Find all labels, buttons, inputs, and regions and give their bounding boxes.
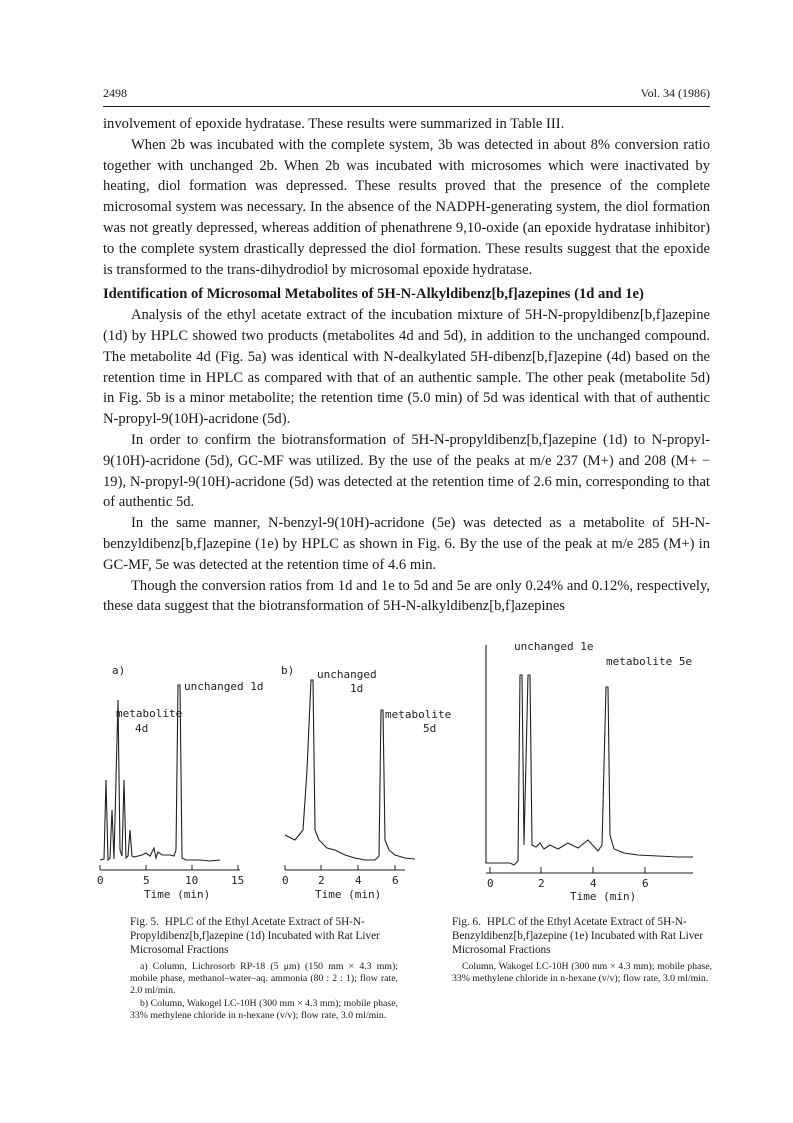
fig5a-label: a)	[112, 664, 126, 677]
paragraph-5: In the same manner, N-benzyl-9(10H)-acridone (5e) was detected as a metabolite of 5H-N-benzyldibenz[b,f]azepine (1e) by HPLC as shown in Fig. 6. By the use of the peak at m/e 285 (M+) in GC-MF, 5e was detected at the retention time of 4.6 min.	[103, 515, 710, 573]
fig5a-tick-0: 0	[97, 874, 104, 887]
fig5a-tick-10: 10	[185, 874, 199, 887]
paragraph-4: In order to confirm the biotransformation of 5H-N-propyldibenz[b,f]azepine (1d) to N-propyl-9(10H)-acridone (5d), GC-MF was utilized. By the use of the peaks at m/e 237 (M+) and 208 (M+ − 19), N-propyl-9(10H)-acridone (5d) was detected at the retention time of 2.6 min, corresponding to that of authentic 5d.	[103, 431, 710, 511]
fig6-annot-metabolite: metabolite 5e	[606, 655, 693, 668]
fig6-tick-6: 6	[642, 877, 649, 890]
article-body	[103, 114, 710, 617]
fig5b-annot-5d: 5d	[423, 722, 437, 735]
fig6-caption-title: HPLC of the Ethyl Acetate Extract of 5H-N-Benzyldibenz[b,f]azepine (1e) Incubated with Rat Liver Microsomal Fractions	[452, 916, 703, 956]
fig5b-tick-2: 2	[318, 874, 325, 887]
fig5a-annot-4d: 4d	[135, 722, 149, 735]
fig5b-chromatogram	[275, 660, 475, 900]
fig6-tick-0: 0	[487, 877, 494, 890]
fig6-tick-4: 4	[590, 877, 597, 890]
fig5-caption	[130, 915, 398, 1022]
fig6-tick-2: 2	[538, 877, 545, 890]
fig5a-annot-unchanged: unchanged 1d	[184, 680, 264, 693]
paragraph-2: When 2b was incubated with the complete system, 3b was detected in about 8% conversion ratio together with unchanged 2b. When 2b was incubated with microsomes which were inactivated by heating, diol formation was depressed. These results proved that the presence of the complete microsomal system was necessary. In the absence of the NADPH-generating system, the diol formation was not greatly depressed, whereas addition of phenathrene 9,10-oxide (an epoxide hydratase inhibitor) to the complete system drastically depressed the diol formation. These results suggest that the epoxide is transformed to the trans-dihydrodiol by microsomal epoxide hydratase.	[103, 136, 710, 278]
fig6-axis-label: Time (min)	[570, 890, 637, 903]
fig5b-tick-0: 0	[282, 874, 289, 887]
header-rule	[103, 106, 710, 107]
fig6-note: Column, Wakogel LC-10H (300 mm × 4.3 mm); mobile phase, 33% methylene chloride in n-hexane (v/v); flow rate, 3.0 ml/min.	[452, 961, 712, 985]
fig5b-tick-4: 4	[355, 874, 362, 887]
fig6-chromatogram	[478, 635, 718, 903]
paragraph-3: Analysis of the ethyl acetate extract of the incubation mixture of 5H-N-propyldibenz[b,f]azepine (1d) by HPLC showed two products (metabolites 4d and 5d), in addition to the unchanged compound. The metabolite 4d (Fig. 5a) was identical with N-dealkylated 5H-dibenz[b,f]azepine (4d) based on the retention time in HPLC as compared with that of an authentic sample. The other peak (metabolite 5d) in Fig. 5b is a minor metabolite; the retention time (5.0 min) of 5d was identical with that of authentic N-propyl-9(10H)-acridone (5d).	[103, 307, 710, 428]
fig5b-axis-label: Time (min)	[315, 888, 382, 901]
fig6-caption	[452, 915, 712, 985]
section-heading: Identification of Microsomal Metabolites of 5H-N-Alkyldibenz[b,f]azepines (1d and 1e)	[103, 286, 644, 303]
fig6-annot-unchanged: unchanged 1e	[514, 640, 594, 653]
fig5a-tick-15: 15	[231, 874, 245, 887]
paragraph-6: Though the conversion ratios from 1d and 1e to 5d and 5e are only 0.24% and 0.12%, respectively, these data suggest that the biotransformation of 5H-N-alkyldibenz[b,f]azepines	[103, 577, 710, 615]
fig5b-annot-1d: 1d	[350, 682, 364, 695]
fig5-caption-title: HPLC of the Ethyl Acetate Extract of 5H-N-Propyldibenz[b,f]azepine (1d) Incubated with Rat Liver Microsomal Fractions	[130, 916, 380, 956]
fig6-caption-number: Fig. 6.	[452, 916, 481, 928]
fig5-note-b: b) Column, Wakogel LC-10H (300 mm × 4.3 mm); mobile phase, 33% methylene chloride in n-hexane (v/v); flow rate, 3.0 ml/min.	[130, 997, 398, 1021]
fig5b-tick-6: 6	[392, 874, 399, 887]
journal-volume: Vol. 34 (1986)	[640, 86, 710, 100]
paragraph-1: involvement of epoxide hydratase. These results were summarized in Table III.	[103, 116, 565, 132]
fig5b-label: b)	[281, 664, 295, 677]
fig5a-annot-metabolite: metabolite	[116, 707, 183, 720]
page-number: 2498	[103, 86, 127, 100]
fig5b-annot-metabolite: metabolite	[385, 708, 452, 721]
fig5-note-a: a) Column, Lichrosorb RP-18 (5 μm) (150 mm × 4.3 mm); mobile phase, methanol–water–aq. ammonia (80 : 2 : 1); flow rate, 2.0 ml/min.	[130, 961, 398, 997]
fig5a-tick-5: 5	[143, 874, 150, 887]
fig5a-chromatogram	[90, 660, 290, 900]
fig5-caption-number: Fig. 5.	[130, 916, 159, 928]
fig5b-annot-unchanged: unchanged	[317, 668, 377, 681]
fig5a-axis-label: Time (min)	[144, 888, 211, 901]
